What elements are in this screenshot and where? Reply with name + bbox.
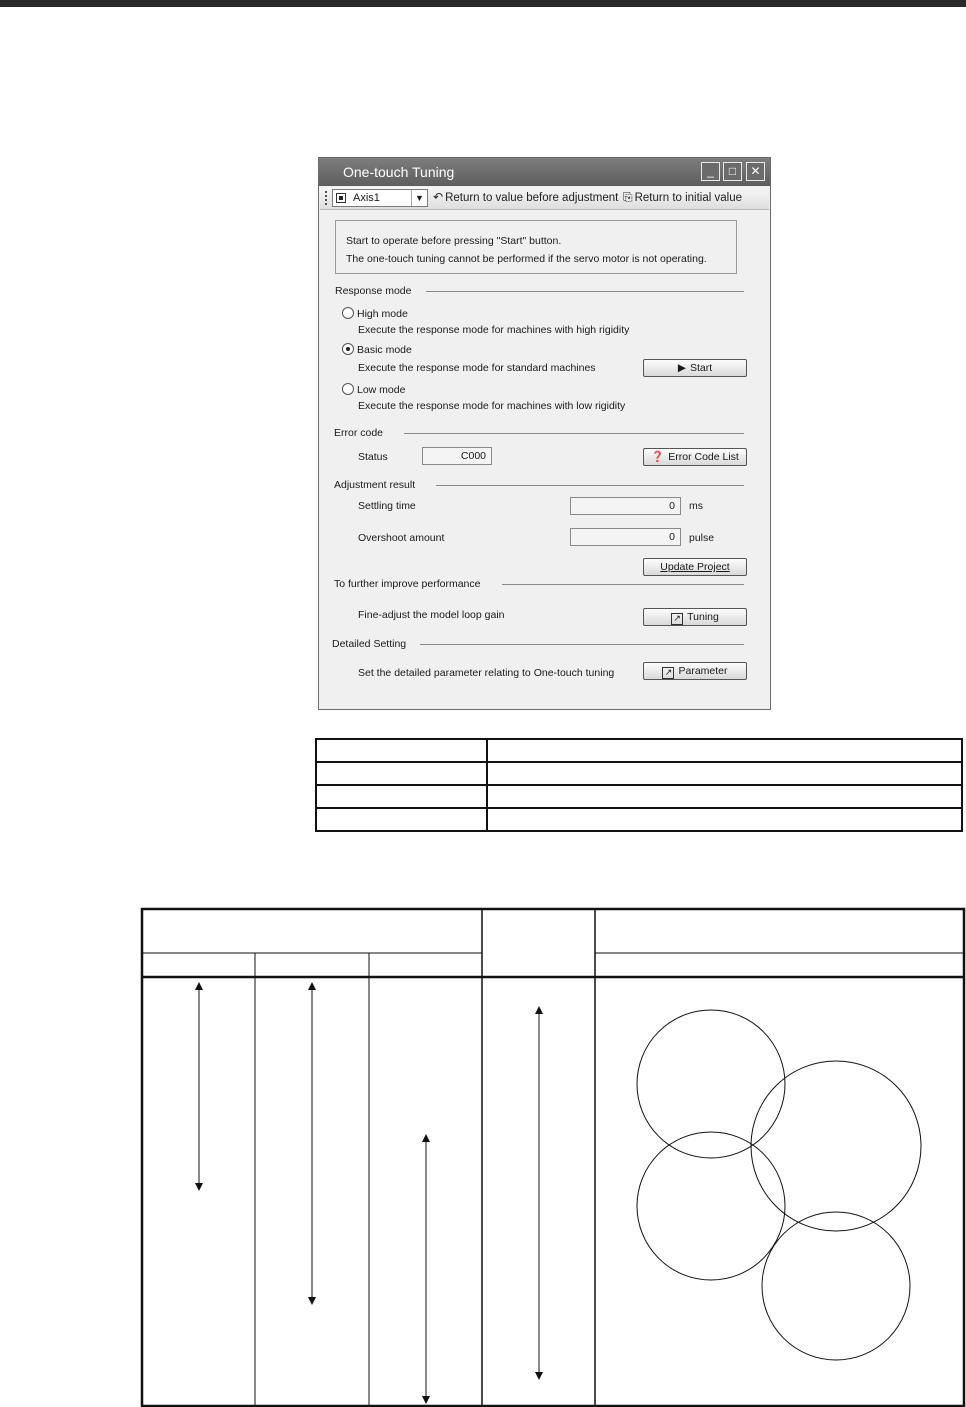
basic-mode-label[interactable]: Basic mode — [357, 344, 412, 356]
parameter-button-label: Parameter — [678, 665, 728, 677]
notice-line-2: The one-touch tuning cannot be performed if the servo motor is not operating. — [346, 253, 707, 265]
arrowhead-down — [195, 1183, 203, 1191]
return-before-label: Return to value before adjustment — [445, 192, 619, 204]
overshoot-unit: pulse — [689, 532, 715, 544]
detailed-setting-heading: Detailed Setting — [332, 638, 407, 650]
notice-line-1: Start to operate before pressing "Start" button. — [346, 235, 562, 247]
diagram-frame — [142, 909, 964, 1406]
adjustment-result-heading: Adjustment result — [334, 479, 416, 491]
status-label: Status — [358, 451, 388, 463]
settling-time-unit: ms — [689, 500, 703, 512]
open-window-icon: ↗ — [671, 613, 683, 625]
venn-circle — [637, 1132, 785, 1280]
tuning-button-label: Tuning — [687, 611, 719, 623]
axis-select-value: Axis1 — [353, 192, 380, 204]
update-project-button[interactable]: Update Project — [643, 558, 747, 576]
settling-time-field: 0 — [570, 497, 681, 515]
chevron-down-icon[interactable]: ▼ — [411, 190, 427, 206]
maximize-button[interactable]: □ — [723, 162, 742, 181]
detailed-setting-desc: Set the detailed parameter relating to One-touch tuning — [358, 667, 615, 679]
venn-circle — [751, 1061, 921, 1231]
arrowhead-up — [422, 1134, 430, 1142]
venn-circle — [762, 1212, 910, 1360]
response-mode-heading: Response mode — [335, 285, 412, 297]
close-button[interactable]: ✕ — [746, 162, 765, 181]
return-initial-label: Return to initial value — [634, 192, 743, 204]
arrowhead-down — [535, 1372, 543, 1380]
help-icon: ❓ — [651, 451, 665, 463]
high-mode-label[interactable]: High mode — [357, 308, 408, 320]
arrowhead-up — [195, 982, 203, 990]
overshoot-label: Overshoot amount — [358, 532, 445, 544]
arrowhead-up — [535, 1006, 543, 1014]
basic-mode-desc: Execute the response mode for standard machines — [358, 362, 596, 374]
error-code-heading: Error code — [334, 427, 384, 439]
settling-time-label: Settling time — [358, 500, 416, 512]
play-icon: ▶ — [677, 362, 686, 374]
overshoot-field: 0 — [570, 528, 681, 546]
arrowhead-down — [422, 1396, 430, 1404]
improve-heading: To further improve performance — [334, 578, 481, 590]
arrowhead-up — [308, 982, 316, 990]
low-mode-label[interactable]: Low mode — [357, 384, 406, 396]
window-title: One-touch Tuning — [343, 164, 455, 180]
open-window-icon: ↗ — [662, 667, 674, 679]
minimize-button[interactable]: _ — [701, 162, 720, 181]
reset-icon: ⎘ — [623, 190, 633, 204]
high-mode-desc: Execute the response mode for machines with high rigidity — [358, 324, 630, 336]
undo-icon: ↶ — [433, 190, 444, 204]
arrowhead-down — [308, 1297, 316, 1305]
start-button-label: Start — [689, 362, 713, 374]
status-field: C000 — [422, 447, 492, 465]
venn-circle — [637, 1010, 785, 1158]
fine-adjust-label: Fine-adjust the model loop gain — [358, 609, 505, 621]
low-mode-desc: Execute the response mode for machines with low rigidity — [358, 400, 626, 412]
error-code-list-label: Error Code List — [668, 451, 739, 463]
